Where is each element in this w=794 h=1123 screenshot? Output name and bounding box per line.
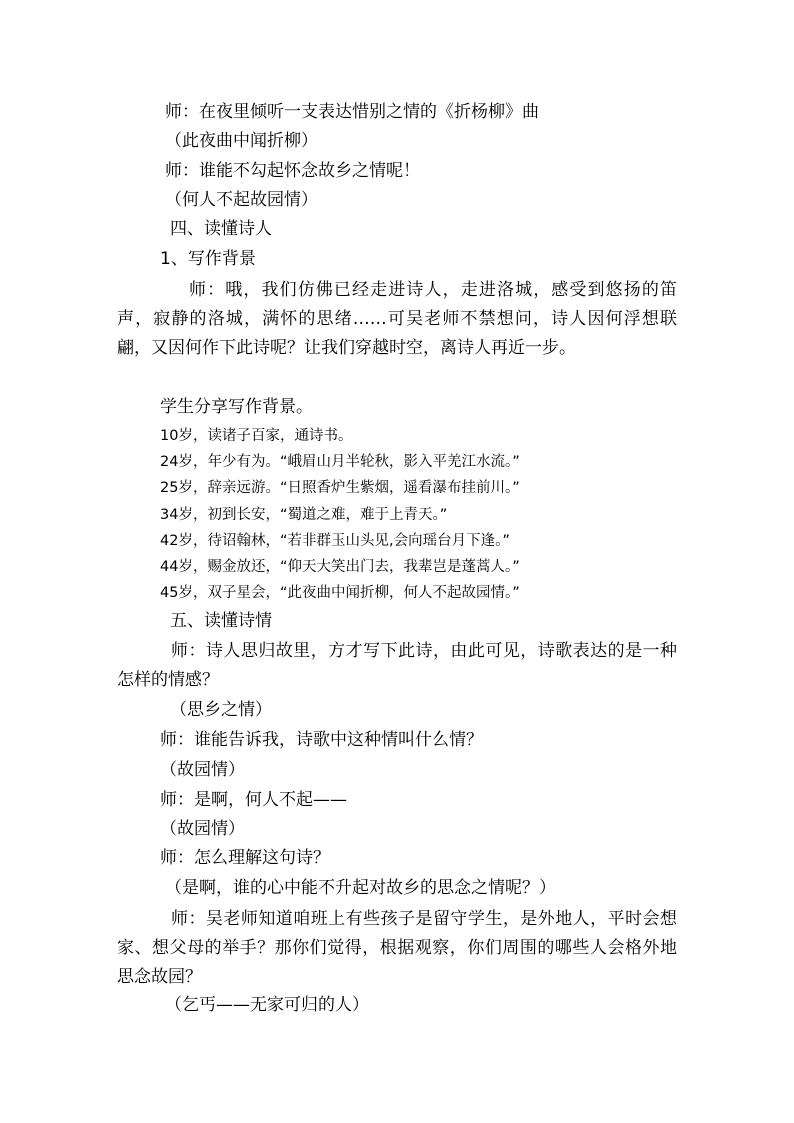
text-line: （故园情） <box>160 819 245 839</box>
subsection-heading: 1、写作背景 <box>160 249 256 269</box>
text-line: （思乡之情） <box>170 700 272 720</box>
text-line: 师：谁能告诉我，诗歌中这种情叫什么情？ <box>160 730 483 750</box>
section-heading: 五、读懂诗情 <box>170 611 272 631</box>
text-line: 师：在夜里倾听一支表达惜别之情的《折杨柳》曲 <box>165 102 539 122</box>
paragraph: 师：哦，我们仿佛已经走进诗人，走进洛城，感受到悠扬的笛声，寂静的洛城，满怀的思绪……可吴老师不禁想问，诗人因何浮想联翩，又因何作下此诗呢？让我们穿越时空，离诗人再近一步。 <box>117 280 677 358</box>
text-line: 师：怎么理解这句诗？ <box>160 848 330 868</box>
section-heading: 四、读懂诗人 <box>170 219 272 239</box>
timeline-item: 24岁，年少有为。“峨眉山月半轮秋，影入平羌江水流。” <box>160 454 520 470</box>
text-line: （是啊，谁的心中能不升起对故乡的思念之情呢？） <box>165 878 556 898</box>
timeline-item: 10岁，读诸子百家，通诗书。 <box>160 428 353 444</box>
timeline-item: 44岁，赐金放还，“仰天大笑出门去，我辈岂是蓬蒿人。” <box>160 559 520 575</box>
text-line: （乞丐——无家可归的人） <box>165 995 369 1015</box>
text-line: 师：谁能不勾起怀念故乡之情呢！ <box>165 161 420 181</box>
paragraph: 师：诗人思归故里，方才写下此诗，由此可见，诗歌表达的是一种怎样的情感？ <box>117 641 677 690</box>
text-line: 师：是啊，何人不起—— <box>160 790 347 810</box>
timeline-item: 45岁，双子星会，“此夜曲中闻折柳，何人不起故园情。” <box>160 585 520 601</box>
text-line: （故园情） <box>160 760 245 780</box>
paragraph: 师：吴老师知道咱班上有些孩子是留守学生，是外地人，平时会想家、想父母的举手？那你们觉得，根据观察，你们周围的哪些人会格外地思念故园？ <box>117 909 677 987</box>
timeline-item: 25岁，辞亲远游。“日照香炉生紫烟，遥看瀑布挂前川。” <box>160 480 520 496</box>
text-line: （何人不起故园情） <box>165 190 318 210</box>
text-line: （此夜曲中闻折柳） <box>165 131 318 151</box>
timeline-item: 42岁，待诏翰林，“若非群玉山头见,会向瑶台月下逢。” <box>160 533 510 549</box>
timeline-item: 34岁，初到长安，“蜀道之难，难于上青天。” <box>160 507 448 523</box>
text-line: 学生分享写作背景。 <box>160 397 313 417</box>
